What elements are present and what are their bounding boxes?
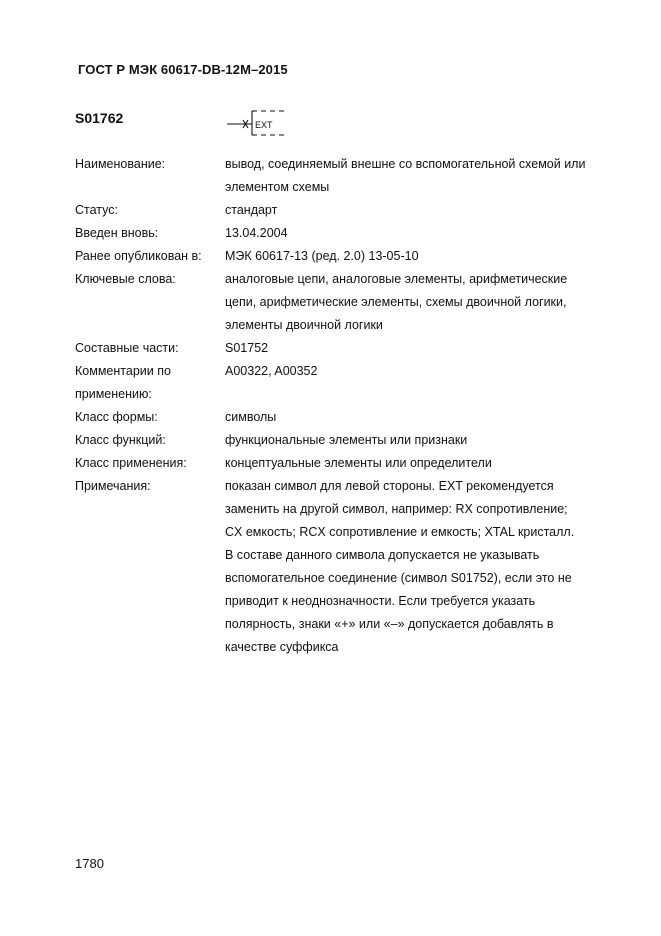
property-label: Класс применения:: [75, 456, 187, 470]
property-value: [225, 199, 635, 222]
property-value: [225, 452, 635, 475]
property-row: [75, 475, 635, 659]
page-number: 1780: [75, 856, 104, 871]
property-value-line: полярность, знаки «+» или «–» допускается добавлять в: [225, 617, 554, 631]
property-row: [75, 406, 635, 429]
symbol-code: S01762: [75, 110, 124, 126]
property-value-line: заменить на другой символ, например: RX сопротивление;: [225, 502, 568, 516]
property-value: [225, 153, 635, 199]
property-label: Составные части:: [75, 341, 179, 355]
property-row: [75, 452, 635, 475]
property-value: [225, 268, 635, 337]
property-row: [75, 153, 635, 199]
property-row: [75, 222, 635, 245]
property-row: [75, 337, 635, 360]
property-list: [75, 153, 635, 659]
property-value-line: A00322, A00352: [225, 364, 318, 378]
property-value: [225, 245, 635, 268]
property-value-line: 13.04.2004: [225, 226, 288, 240]
property-label: Примечания:: [75, 479, 151, 493]
property-row: [75, 199, 635, 222]
property-value-line: CX емкость; RCX сопротивление и емкость; XTAL кристалл.: [225, 525, 575, 539]
property-value: [225, 222, 635, 245]
property-value: [225, 429, 635, 452]
property-row: [75, 268, 635, 337]
property-row: [75, 245, 635, 268]
property-value-line: функциональные элементы или признаки: [225, 433, 468, 447]
symbol-text: EXT: [255, 120, 273, 130]
property-value-line: концептуальные элементы или определители: [225, 456, 492, 470]
property-value-line: качестве суффикса: [225, 640, 339, 654]
property-value-line: элементом схемы: [225, 180, 330, 194]
property-row: [75, 429, 635, 452]
property-value-line: вспомогательное соединение (символ S01752), если это не: [225, 571, 572, 585]
property-value-line: стандарт: [225, 203, 278, 217]
property-value-line: цепи, арифметические элементы, схемы двоичной логики,: [225, 295, 567, 309]
property-value-line: вывод, соединяемый внешне со вспомогательной схемой или: [225, 157, 586, 171]
property-value-line: МЭК 60617-13 (ред. 2.0) 13-05-10: [225, 249, 419, 263]
property-label: Статус:: [75, 203, 118, 217]
property-value: [225, 406, 635, 429]
property-value-line: символы: [225, 410, 277, 424]
property-row: [75, 360, 635, 406]
property-value-line: аналоговые цепи, аналоговые элементы, арифметические: [225, 272, 568, 286]
property-label: Класс функций:: [75, 433, 166, 447]
document-header: ГОСТ Р МЭК 60617-DB-12M–2015: [78, 62, 288, 77]
property-label: Класс формы:: [75, 410, 158, 424]
property-value-line: S01752: [225, 341, 269, 355]
property-value: [225, 475, 635, 659]
ext-connection-symbol-icon: [226, 108, 290, 143]
property-value: [225, 337, 635, 360]
property-value-line: показан символ для левой стороны. EXT рекомендуется: [225, 479, 554, 493]
property-value: [225, 360, 635, 406]
property-label: Комментарии по применению:: [75, 364, 171, 401]
property-value-line: В составе данного символа допускается не указывать: [225, 548, 540, 562]
property-label: Ранее опубликован в:: [75, 249, 202, 263]
property-label: Наименование:: [75, 157, 166, 171]
property-label: Ключевые слова:: [75, 272, 176, 286]
property-value-line: приводит к неоднозначности. Если требуется указать: [225, 594, 536, 608]
property-label: Введен вновь:: [75, 226, 159, 240]
property-value-line: элементы двоичной логики: [225, 318, 383, 332]
